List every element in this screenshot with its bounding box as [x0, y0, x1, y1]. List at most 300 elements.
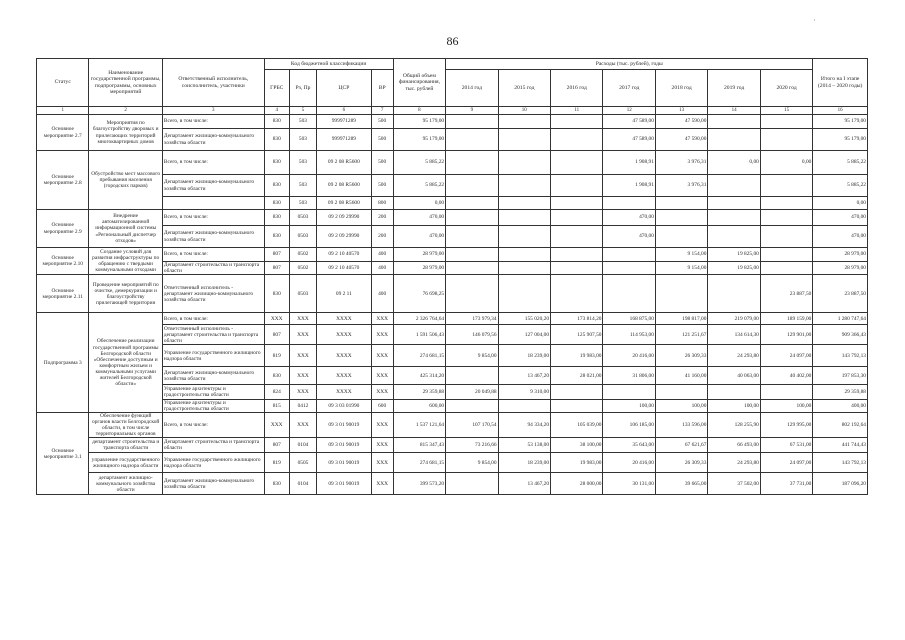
- stage-total-cell: 5 885,22: [813, 175, 868, 197]
- year-value-cell: 155 020,20: [498, 313, 550, 325]
- program-name-cell: Обеспечение функций органов власти Белгородской области, в том числе территориальных органов: [89, 413, 162, 438]
- year-value-cell: 9 154,00: [655, 248, 707, 262]
- year-value-cell: 107 170,54: [446, 413, 498, 438]
- rzpr-cell: 503: [289, 129, 316, 151]
- responsible-cell: Управление государственного жилищного надзора области: [162, 453, 264, 473]
- year-value-cell: 24 097,00: [760, 345, 813, 367]
- year-value-cell: [708, 175, 760, 197]
- year-value-cell: [708, 129, 760, 151]
- vr-cell: 500: [371, 175, 393, 197]
- year-value-cell: [498, 175, 550, 197]
- year-value-cell: [446, 175, 498, 197]
- stage-total-cell: 28 979,00: [813, 248, 868, 262]
- year-value-cell: [603, 275, 655, 313]
- year-value-cell: 470,00: [603, 226, 655, 248]
- stage-total-cell: 187 096,20: [813, 473, 868, 495]
- total-funding-cell: 399 573,20: [393, 473, 445, 495]
- year-value-cell: 40 063,00: [708, 367, 760, 385]
- header-vr: ВР: [371, 70, 393, 107]
- header-total-stage: Итого на I этапе (2014 – 2020 годы): [813, 59, 868, 107]
- column-index-cell: 2: [89, 107, 162, 115]
- year-value-cell: [446, 226, 498, 248]
- header-total-funding: Общий объем финансирования, тыс. рублей: [393, 59, 445, 107]
- table-row: [37, 210, 868, 226]
- year-value-cell: 40 402,00: [760, 367, 813, 385]
- page-number: 86: [446, 34, 459, 48]
- header-responsible: Ответственный исполнитель, соисполнитель, участники: [162, 59, 264, 107]
- year-value-cell: [603, 385, 655, 400]
- csr-cell: 09 2 09 29990: [317, 210, 372, 226]
- year-value-cell: [446, 115, 498, 129]
- responsible-cell: Ответственный исполнитель - департамент строительства и транспорта области: [162, 325, 264, 345]
- stage-total-cell: 470,00: [813, 210, 868, 226]
- year-value-cell: 24 097,00: [760, 453, 813, 473]
- year-value-cell: 9 154,00: [655, 262, 707, 275]
- rzpr-cell: 0412: [289, 400, 316, 413]
- header-year-2016: 2016 год: [551, 70, 603, 107]
- table-row: [37, 453, 868, 473]
- scan-mark: ·: [813, 16, 816, 25]
- year-value-cell: 30 131,00: [603, 473, 655, 495]
- grbs-cell: 830: [264, 210, 289, 226]
- csr-cell: XXXX: [317, 367, 372, 385]
- year-value-cell: [446, 275, 498, 313]
- grbs-cell: 830: [264, 151, 289, 175]
- year-value-cell: [551, 129, 603, 151]
- year-value-cell: 38 100,00: [551, 438, 603, 453]
- year-value-cell: 198 817,00: [655, 313, 707, 325]
- year-value-cell: [498, 115, 550, 129]
- column-index-cell: 6: [317, 107, 372, 115]
- table-body: [37, 107, 868, 495]
- column-index-cell: 11: [551, 107, 603, 115]
- year-value-cell: 47 590,00: [655, 115, 707, 129]
- year-value-cell: [446, 367, 498, 385]
- column-index-cell: 14: [708, 107, 760, 115]
- rzpr-cell: XXX: [289, 313, 316, 325]
- program-name-cell: Обеспечение реализации государственной программы Белгородской области «Обеспечение доступным и комфортным жильем и коммунальными услугами жителей Белгородской области»: [89, 313, 162, 413]
- year-value-cell: [760, 210, 813, 226]
- rzpr-cell: 503: [289, 115, 316, 129]
- stage-total-cell: 29 359,88: [813, 385, 868, 400]
- stage-total-cell: 5 885,22: [813, 151, 868, 175]
- year-value-cell: 23 887,50: [760, 275, 813, 313]
- column-index-cell: 1: [37, 107, 89, 115]
- stage-total-cell: 400,00: [813, 400, 868, 413]
- year-value-cell: 219 079,00: [708, 313, 760, 325]
- stage-total-cell: 802 192,64: [813, 413, 868, 438]
- year-value-cell: 19 825,00: [708, 262, 760, 275]
- total-funding-cell: 2 326 764,64: [393, 313, 445, 325]
- column-index-cell: 15: [760, 107, 813, 115]
- header-year-2014: 2014 год: [446, 70, 498, 107]
- year-value-cell: 94 334,20: [498, 413, 550, 438]
- grbs-cell: 830: [264, 367, 289, 385]
- year-value-cell: 73 216,66: [446, 438, 498, 453]
- year-value-cell: 100,00: [603, 400, 655, 413]
- responsible-cell: Всего, в том числе:: [162, 248, 264, 262]
- grbs-cell: 807: [264, 325, 289, 345]
- program-name-cell: Создание условий для развития инфраструктуры по обращению с твердыми коммунальными отходами: [89, 248, 162, 275]
- year-value-cell: [708, 226, 760, 248]
- header-name: Наименование государственной программы, подпрограммы, основных мероприятий: [89, 59, 162, 107]
- header-csr: ЦСР: [317, 70, 372, 107]
- rzpr-cell: 0503: [289, 226, 316, 248]
- year-value-cell: [446, 210, 498, 226]
- rzpr-cell: 503: [289, 175, 316, 197]
- year-value-cell: 9 854,00: [446, 345, 498, 367]
- stage-total-cell: 441 744,43: [813, 438, 868, 453]
- year-value-cell: 106 185,00: [603, 413, 655, 438]
- column-index-row: [37, 107, 868, 115]
- program-name-cell: Внедрение автоматизированной информационной системы «Региональный диспетчер отходов»: [89, 210, 162, 248]
- stage-total-cell: 95 179,00: [813, 129, 868, 151]
- responsible-cell: Всего, в том числе:: [162, 313, 264, 325]
- vr-cell: XXX: [371, 473, 393, 495]
- vr-cell: XXX: [371, 385, 393, 400]
- year-value-cell: 67 621,67: [655, 438, 707, 453]
- vr-cell: 500: [371, 151, 393, 175]
- year-value-cell: 9 310,00: [498, 385, 550, 400]
- year-value-cell: [446, 473, 498, 495]
- year-value-cell: [708, 197, 760, 210]
- column-index-cell: 7: [371, 107, 393, 115]
- table-row: [37, 275, 868, 313]
- rzpr-cell: 0502: [289, 262, 316, 275]
- year-value-cell: 18 239,00: [498, 453, 550, 473]
- year-value-cell: [760, 129, 813, 151]
- year-value-cell: [603, 197, 655, 210]
- grbs-cell: 830: [264, 275, 289, 313]
- rzpr-cell: 503: [289, 151, 316, 175]
- vr-cell: 600: [371, 400, 393, 413]
- stage-total-cell: 23 887,50: [813, 275, 868, 313]
- csr-cell: 09 2 08 R5600: [317, 197, 372, 210]
- year-value-cell: [655, 385, 707, 400]
- grbs-cell: 830: [264, 197, 289, 210]
- csr-cell: 09 2 09 29990: [317, 226, 372, 248]
- year-value-cell: [708, 115, 760, 129]
- grbs-cell: 819: [264, 453, 289, 473]
- year-value-cell: 28 000,00: [551, 473, 603, 495]
- status-cell: Подпрограмма 3: [37, 313, 89, 413]
- vr-cell: 400: [371, 248, 393, 262]
- year-value-cell: [551, 226, 603, 248]
- year-value-cell: 13 467,20: [498, 473, 550, 495]
- total-funding-cell: 470,00: [393, 210, 445, 226]
- year-value-cell: [655, 275, 707, 313]
- year-value-cell: 3 976,31: [655, 175, 707, 197]
- vr-cell: 500: [371, 115, 393, 129]
- total-funding-cell: 600,00: [393, 400, 445, 413]
- year-value-cell: [498, 262, 550, 275]
- table-row: [37, 313, 868, 325]
- year-value-cell: [760, 248, 813, 262]
- year-value-cell: 28 021,00: [551, 367, 603, 385]
- year-value-cell: 24 293,80: [708, 345, 760, 367]
- year-value-cell: 19 825,00: [708, 248, 760, 262]
- year-value-cell: 13 467,20: [498, 367, 550, 385]
- table-row: [37, 248, 868, 262]
- year-value-cell: [551, 115, 603, 129]
- status-cell: Основное мероприятие 3.1: [37, 413, 89, 495]
- vr-cell: XXX: [371, 367, 393, 385]
- total-funding-cell: 425 314,20: [393, 367, 445, 385]
- year-value-cell: 20 416,00: [603, 453, 655, 473]
- responsible-cell: Ответственный исполнитель - департамент жилищно-коммунального хозяйства области: [162, 275, 264, 313]
- year-value-cell: 47 590,00: [655, 129, 707, 151]
- rzpr-cell: 0503: [289, 210, 316, 226]
- year-value-cell: 1 908,91: [603, 175, 655, 197]
- table-row: [37, 115, 868, 129]
- year-value-cell: 20 416,00: [603, 345, 655, 367]
- year-value-cell: 129 995,00: [760, 413, 813, 438]
- grbs-cell: 807: [264, 438, 289, 453]
- year-value-cell: 47 589,00: [603, 115, 655, 129]
- year-value-cell: 26 309,33: [655, 345, 707, 367]
- status-cell: Основное мероприятие 2.10: [37, 248, 89, 275]
- year-value-cell: [760, 197, 813, 210]
- program-name-cell: управление государственного жилищного надзора области: [89, 453, 162, 473]
- rzpr-cell: 0502: [289, 248, 316, 262]
- year-value-cell: [446, 197, 498, 210]
- program-name-cell: Проведение мероприятий по очистке, демеркуризации и благоустройству прилегающей территории: [89, 275, 162, 313]
- column-index-cell: 3: [162, 107, 264, 115]
- year-value-cell: 37 731,00: [760, 473, 813, 495]
- rzpr-cell: XXX: [289, 385, 316, 400]
- year-value-cell: 1 908,91: [603, 151, 655, 175]
- stage-total-cell: 28 979,00: [813, 262, 868, 275]
- year-value-cell: [498, 210, 550, 226]
- year-value-cell: [708, 275, 760, 313]
- stage-total-cell: 1 280 747,64: [813, 313, 868, 325]
- program-name-cell: департамент строительства и транспорта области: [89, 438, 162, 453]
- year-value-cell: [760, 262, 813, 275]
- grbs-cell: 815: [264, 400, 289, 413]
- year-value-cell: [760, 175, 813, 197]
- grbs-cell: 807: [264, 262, 289, 275]
- grbs-cell: 830: [264, 175, 289, 197]
- responsible-cell: Всего, в том числе:: [162, 413, 264, 438]
- year-value-cell: 47 589,00: [603, 129, 655, 151]
- column-index-cell: 4: [264, 107, 289, 115]
- total-funding-cell: 274 681,15: [393, 453, 445, 473]
- csr-cell: 09 3 01 90019: [317, 473, 372, 495]
- csr-cell: 09 2 10 40570: [317, 248, 372, 262]
- responsible-cell: Управление государственного жилищного надзора области: [162, 345, 264, 367]
- vr-cell: 800: [371, 197, 393, 210]
- responsible-cell: Департамент жилищно-коммунального хозяйства области: [162, 473, 264, 495]
- year-value-cell: [760, 226, 813, 248]
- responsible-cell: Всего, в том числе:: [162, 210, 264, 226]
- year-value-cell: [655, 210, 707, 226]
- csr-cell: XXXX: [317, 325, 372, 345]
- csr-cell: 09 2 08 R5600: [317, 175, 372, 197]
- grbs-cell: 807: [264, 248, 289, 262]
- csr-cell: 09 3 01 90019: [317, 413, 372, 438]
- column-index-cell: 5: [289, 107, 316, 115]
- rzpr-cell: 0505: [289, 453, 316, 473]
- year-value-cell: [498, 226, 550, 248]
- year-value-cell: [551, 275, 603, 313]
- year-value-cell: 100,00: [655, 400, 707, 413]
- year-value-cell: [551, 248, 603, 262]
- total-funding-cell: 1 591 506,43: [393, 325, 445, 345]
- status-cell: Основное мероприятие 2.9: [37, 210, 89, 248]
- grbs-cell: XXX: [264, 413, 289, 438]
- status-cell: Основное мероприятие 2.8: [37, 151, 89, 210]
- year-value-cell: [760, 115, 813, 129]
- year-value-cell: 129 901,00: [760, 325, 813, 345]
- responsible-cell: Департамент жилищно-коммунального хозяйства области: [162, 175, 264, 197]
- vr-cell: 200: [371, 210, 393, 226]
- responsible-cell: Департамент строительства и транспорта области: [162, 438, 264, 453]
- csr-cell: 09 2 08 R5600: [317, 151, 372, 175]
- year-value-cell: 18 239,00: [498, 345, 550, 367]
- header-status: Статус: [37, 59, 89, 107]
- rzpr-cell: 503: [289, 197, 316, 210]
- year-value-cell: [446, 248, 498, 262]
- header-budget-code: Код бюджетной классификации: [264, 59, 393, 70]
- rzpr-cell: XXX: [289, 345, 316, 367]
- year-value-cell: 53 138,00: [498, 438, 550, 453]
- year-value-cell: 168 875,00: [603, 313, 655, 325]
- year-value-cell: [603, 248, 655, 262]
- responsible-cell: Департамент жилищно-коммунального хозяйства области: [162, 367, 264, 385]
- csr-cell: XXXX: [317, 345, 372, 367]
- vr-cell: XXX: [371, 438, 393, 453]
- year-value-cell: [708, 385, 760, 400]
- total-funding-cell: 29 359,88: [393, 385, 445, 400]
- year-value-cell: [655, 197, 707, 210]
- year-value-cell: [498, 275, 550, 313]
- header-year-2019: 2019 год: [708, 70, 760, 107]
- year-value-cell: 39 665,00: [655, 473, 707, 495]
- csr-cell: XXXX: [317, 385, 372, 400]
- total-funding-cell: 470,00: [393, 226, 445, 248]
- total-funding-cell: 95 179,00: [393, 129, 445, 151]
- rzpr-cell: 0503: [289, 275, 316, 313]
- table-row: [37, 473, 868, 495]
- total-funding-cell: 5 885,22: [393, 151, 445, 175]
- vr-cell: 200: [371, 226, 393, 248]
- year-value-cell: 128 255,90: [708, 413, 760, 438]
- year-value-cell: 470,00: [603, 210, 655, 226]
- responsible-cell: Департамент жилищно-коммунального хозяйства области: [162, 226, 264, 248]
- year-value-cell: 114 953,00: [603, 325, 655, 345]
- year-value-cell: [551, 175, 603, 197]
- total-funding-cell: 95 179,00: [393, 115, 445, 129]
- year-value-cell: [708, 210, 760, 226]
- program-name-cell: департамент жилищно-коммунального хозяйства области: [89, 473, 162, 495]
- year-value-cell: [498, 248, 550, 262]
- grbs-cell: 830: [264, 129, 289, 151]
- csr-cell: 09 3 01 90019: [317, 453, 372, 473]
- vr-cell: XXX: [371, 413, 393, 438]
- responsible-cell: Управление архитектуры и градостроительства области: [162, 385, 264, 400]
- stage-total-cell: 0,00: [813, 197, 868, 210]
- status-cell: Основное мероприятие 2.7: [37, 115, 89, 151]
- year-value-cell: 105 039,00: [551, 413, 603, 438]
- year-value-cell: [603, 262, 655, 275]
- stage-total-cell: 95 179,00: [813, 115, 868, 129]
- year-value-cell: [446, 151, 498, 175]
- year-value-cell: 173 814,20: [551, 313, 603, 325]
- year-value-cell: 19 983,00: [551, 345, 603, 367]
- stage-total-cell: 197 853,30: [813, 367, 868, 385]
- year-value-cell: 189 159,00: [760, 313, 813, 325]
- column-index-cell: 10: [498, 107, 550, 115]
- csr-cell: 09 2 11: [317, 275, 372, 313]
- year-value-cell: 125 907,50: [551, 325, 603, 345]
- program-name-cell: Обустройство мест массового пребывания населения (городских парков): [89, 151, 162, 210]
- year-value-cell: 134 614,30: [708, 325, 760, 345]
- year-value-cell: 31 806,00: [603, 367, 655, 385]
- header-year-2020: 2020 год: [760, 70, 813, 107]
- responsible-cell: [162, 197, 264, 210]
- status-cell: Основное мероприятие 2.11: [37, 275, 89, 313]
- header-rzpr: Рз, Пр: [289, 70, 316, 107]
- year-value-cell: [655, 226, 707, 248]
- csr-cell: XXXX: [317, 313, 372, 325]
- header-year-2017: 2017 год: [603, 70, 655, 107]
- responsible-cell: Департамент жилищно-коммунального хозяйства области: [162, 129, 264, 151]
- year-value-cell: [446, 400, 498, 413]
- vr-cell: 400: [371, 275, 393, 313]
- header-year-2015: 2015 год: [498, 70, 550, 107]
- year-value-cell: [551, 400, 603, 413]
- year-value-cell: [551, 151, 603, 175]
- stage-total-cell: 143 792,13: [813, 453, 868, 473]
- rzpr-cell: 0104: [289, 473, 316, 495]
- year-value-cell: 0,00: [708, 151, 760, 175]
- year-value-cell: [551, 210, 603, 226]
- header-year-2018: 2018 год: [655, 70, 707, 107]
- year-value-cell: 100,00: [760, 400, 813, 413]
- year-value-cell: [760, 385, 813, 400]
- year-value-cell: 0,00: [760, 151, 813, 175]
- year-value-cell: 35 643,00: [603, 438, 655, 453]
- year-value-cell: 173 979,34: [446, 313, 498, 325]
- column-index-cell: 9: [446, 107, 498, 115]
- grbs-cell: 830: [264, 226, 289, 248]
- total-funding-cell: 274 681,15: [393, 345, 445, 367]
- total-funding-cell: 0,00: [393, 197, 445, 210]
- csr-cell: 09 3 01 90019: [317, 438, 372, 453]
- year-value-cell: 20 049,88: [446, 385, 498, 400]
- responsible-cell: Управление архитектуры и градостроительства области: [162, 400, 264, 413]
- csr-cell: 09 3 03 01990: [317, 400, 372, 413]
- grbs-cell: XXX: [264, 313, 289, 325]
- total-funding-cell: 1 537 121,64: [393, 413, 445, 438]
- column-index-cell: 13: [655, 107, 707, 115]
- grbs-cell: 830: [264, 473, 289, 495]
- year-value-cell: 41 160,00: [655, 367, 707, 385]
- csr-cell: 999971289: [317, 115, 372, 129]
- year-value-cell: [498, 129, 550, 151]
- rzpr-cell: XXX: [289, 367, 316, 385]
- year-value-cell: [446, 129, 498, 151]
- grbs-cell: 830: [264, 115, 289, 129]
- year-value-cell: 146 079,56: [446, 325, 498, 345]
- column-index-cell: 12: [603, 107, 655, 115]
- grbs-cell: 819: [264, 345, 289, 367]
- year-value-cell: 37 502,00: [708, 473, 760, 495]
- column-index-cell: 8: [393, 107, 445, 115]
- vr-cell: XXX: [371, 325, 393, 345]
- rzpr-cell: XXX: [289, 413, 316, 438]
- stage-total-cell: 909 366,43: [813, 325, 868, 345]
